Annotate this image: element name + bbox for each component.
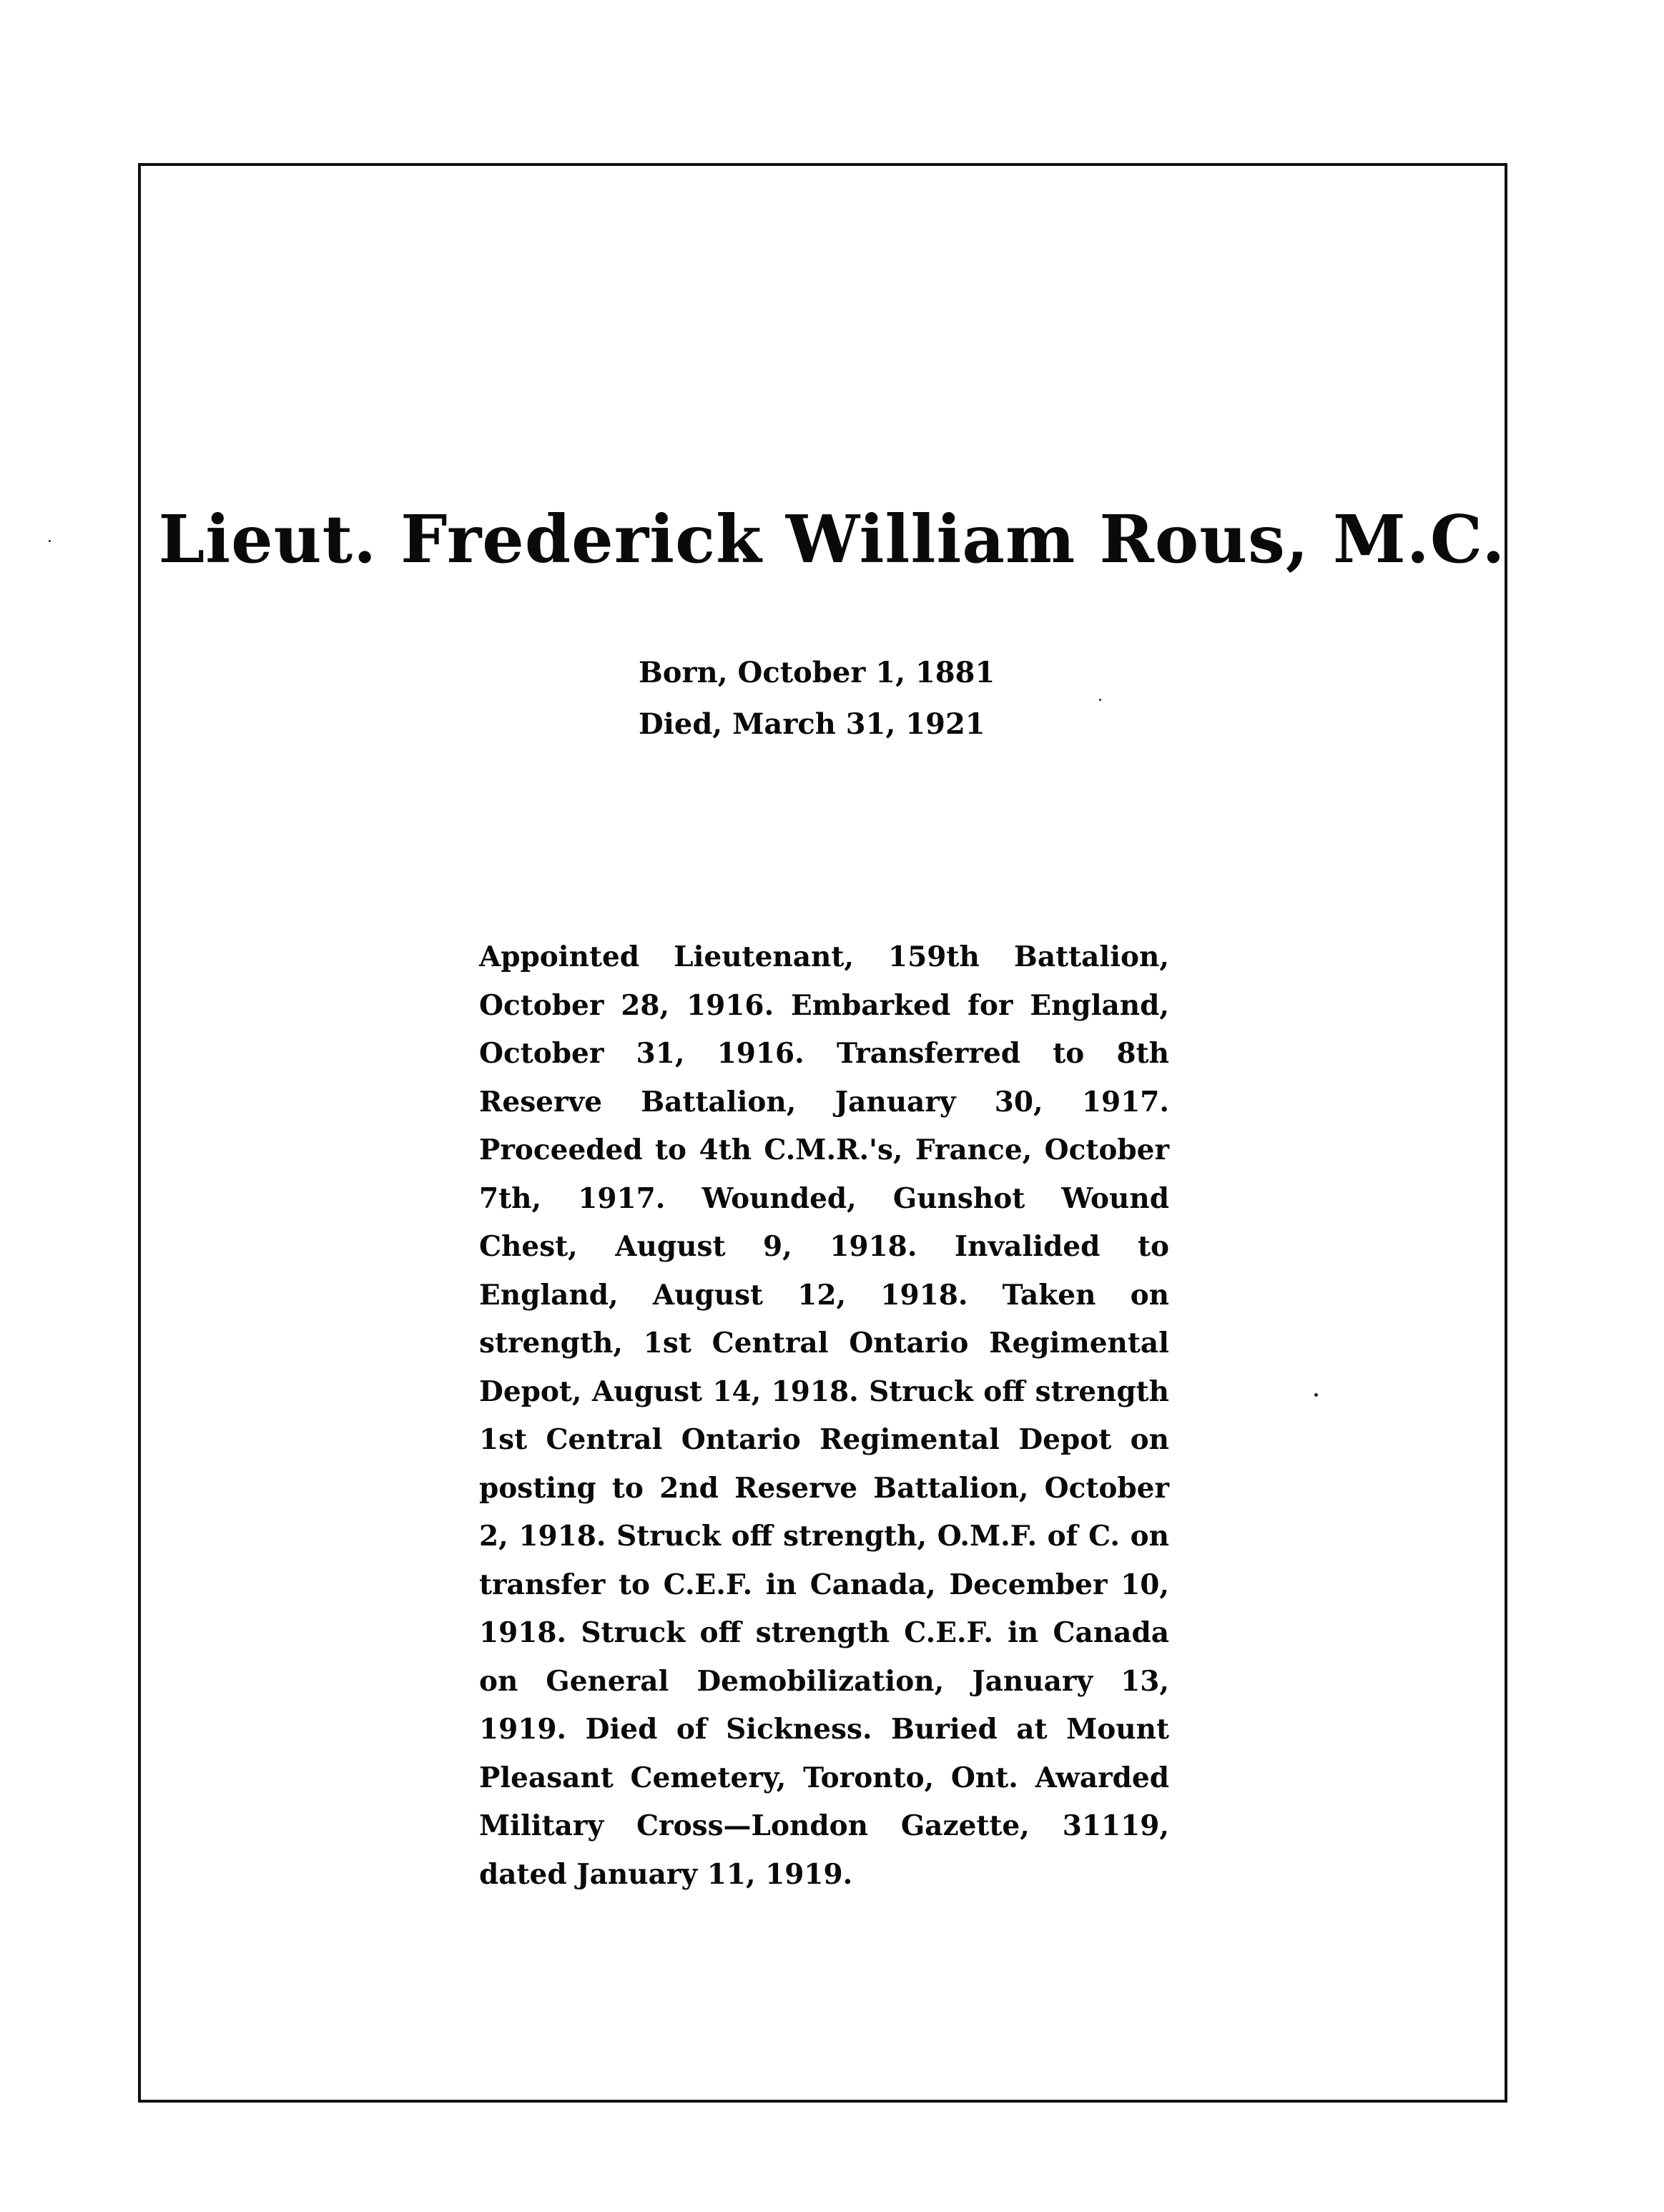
birth-date: Born, October 1, 1881 <box>639 656 995 689</box>
service-record: Appointed Lieutenant, 159th Battalion, October 28, 1916. Embarked for England, October 31, 1916. Transferred to 8th Reserve Battalion, January 30, 1917. Proceeded to 4th C.M.R.'s, France, October 7th, 1917. Wounded, Gunshot Wound Chest, August 9, 1918. Invalided to England, August 12, 1918. Taken on strength, 1st Central Ontario Regimental Depot, August 14, 1918. Struck off strength 1st Central Ontario Regimental Depot on posting to 2nd Reserve Battalion, October 2, 1918. Struck off strength, O.M.F. of C. on transfer to C.E.F. in Canada, December 10, 1918. Struck off strength C.E.F. in Canada on General Demobilization, January 13, 1919. Died of Sickness. Buried at Mount Pleasant Cemetery, Toronto, Ont. Awarded Military Cross—London Gazette, 31119, dated January 11, 1919. <box>479 940 1169 1891</box>
life-dates <box>639 647 995 750</box>
death-date: Died, March 31, 1921 <box>639 707 985 741</box>
speck-mark <box>1099 699 1101 701</box>
speck-mark <box>49 540 51 542</box>
memorial-title: Lieut. Frederick William Rous, M.C. <box>158 501 1506 578</box>
speck-mark <box>1314 1393 1318 1397</box>
